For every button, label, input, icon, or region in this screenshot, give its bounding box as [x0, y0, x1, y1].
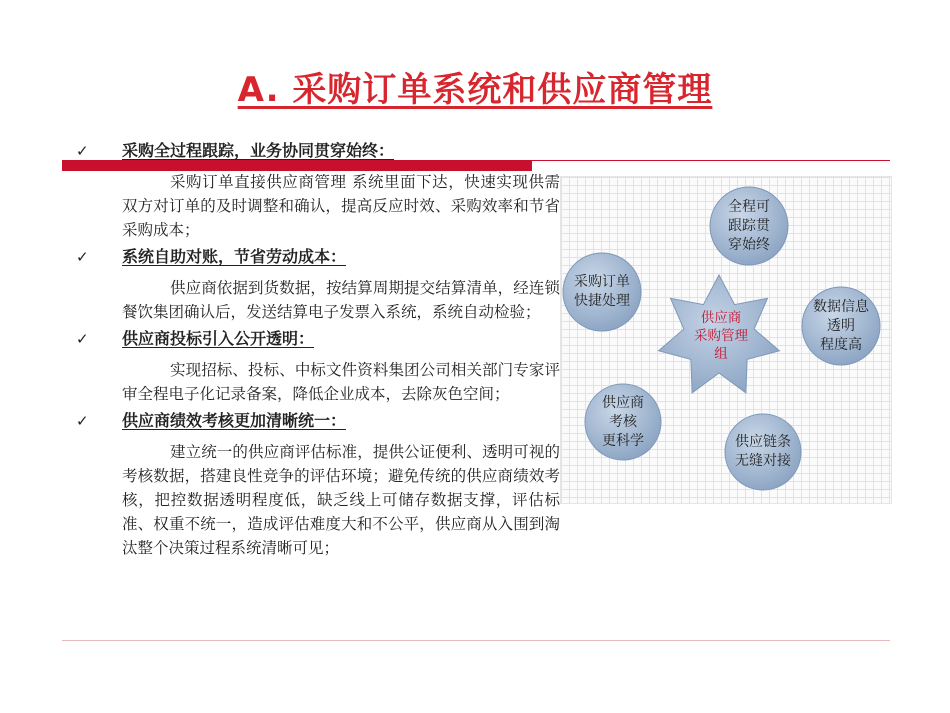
bullet-heading: 采购全过程跟踪，业务协同贯穿始终：	[122, 141, 395, 160]
footer-divider	[62, 640, 890, 641]
check-icon: ✓	[76, 142, 89, 160]
node-tracking: 全程可 跟踪贯 穿始终	[728, 198, 770, 253]
bullet-item	[70, 326, 560, 406]
bullet-body: 采购订单直接供应商管理 系统里面下达，快速实现供需双方对订单的及时调整和确认，提高反应时效、采购效率和节省采购成本；	[122, 173, 560, 239]
node-supply-chain: 供应链条 无缝对接	[735, 434, 791, 469]
bullet-heading: 系统自助对账，节省劳动成本：	[122, 247, 347, 266]
bullet-heading: 供应商绩效考核更加清晰统一：	[122, 411, 347, 430]
bullet-body: 实现招标、投标、中标文件资料集团公司相关部门专家评审全程电子化记录备案，降低企业成本，去除灰色空间；	[122, 361, 560, 403]
bullet-heading: 供应商投标引入公开透明：	[122, 329, 315, 348]
supplier-management-diagram	[560, 176, 892, 504]
check-icon: ✓	[76, 248, 89, 266]
page-title: A. 采购订单系统和供应商管理	[237, 70, 713, 110]
bullet-item	[70, 408, 560, 560]
bullet-body: 供应商依据到货数据，按结算周期提交结算清单，经连锁餐饮集团确认后，发送结算电子发票入系统，系统自动检验；	[122, 279, 560, 321]
check-icon: ✓	[76, 330, 89, 348]
bullet-body: 建立统一的供应商评估标准，提供公证便利、透明可视的考核数据，搭建良性竞争的评估环境；避免传统的供应商绩效考核，把控数据透明程度低，缺乏线上可储存数据支撑，评估标准、权重不统一，造成评估难度大和不公平，供应商从入围到淘汰整个决策过程系统清晰可见；	[122, 443, 560, 557]
bullet-list	[70, 138, 560, 560]
check-icon: ✓	[76, 412, 89, 430]
center-label: 供应商 采购管理 组	[694, 310, 748, 362]
bullet-item	[70, 244, 560, 324]
node-transparency: 数据信息 透明 程度高	[813, 298, 869, 353]
node-order-processing: 采购订单 快捷处理	[574, 274, 630, 309]
node-evaluation: 供应商 考核 更科学	[602, 394, 644, 449]
bullet-item	[70, 138, 560, 242]
